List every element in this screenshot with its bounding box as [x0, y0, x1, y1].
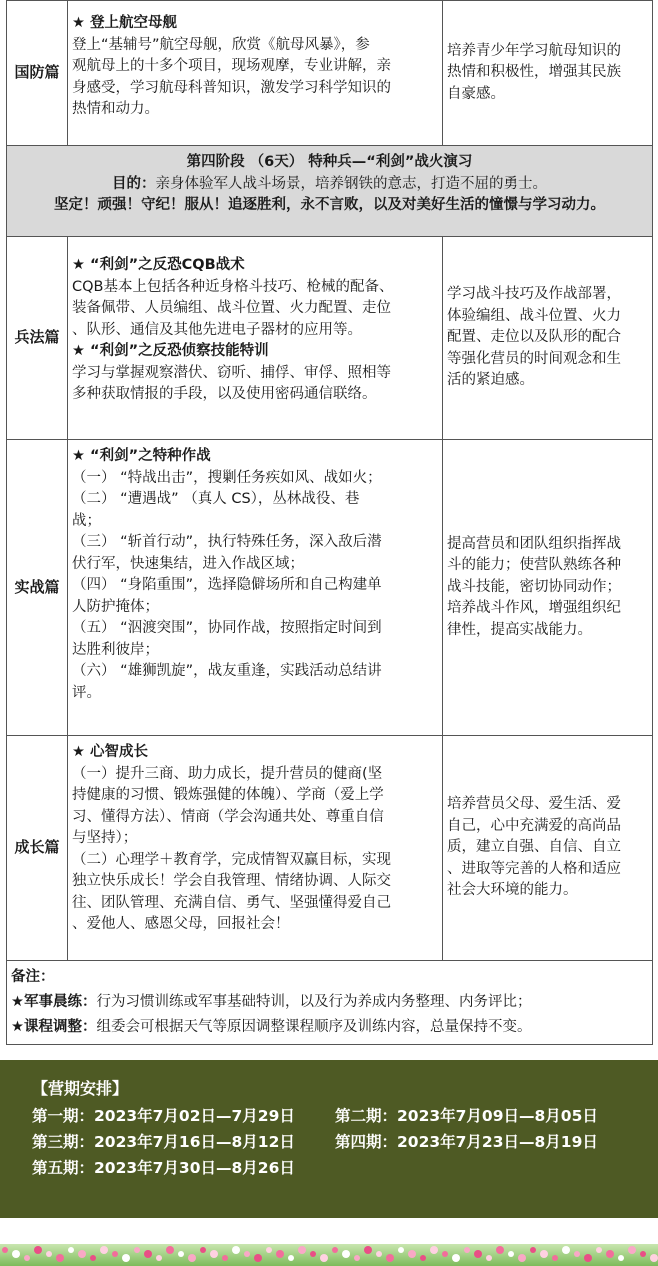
item-title: ★ 心智成长	[72, 744, 149, 760]
result-line: 培养营员父母、爱生活、爱	[447, 796, 621, 813]
result-cell	[443, 736, 653, 961]
item-line: 、队形、通信及其他先进电子器材的应用等。	[72, 321, 362, 338]
item-line: 身感受，学习航母科普知识，激发学习科学知识的	[72, 79, 391, 96]
table-row-national-defense	[7, 1, 653, 146]
flower-dot	[156, 1255, 162, 1261]
flower-dot	[332, 1247, 338, 1253]
item-line: 评。	[72, 684, 101, 701]
schedule-period: 第五期：2023年7月30日—8月26日	[32, 1159, 295, 1177]
flower-dot	[24, 1255, 30, 1261]
category-cell: 国防篇	[7, 1, 68, 146]
stage-motto: 坚定！顽强！守纪！服从！追逐胜利，永不言败，以及对美好生活的憧憬与学习动力。	[54, 197, 605, 213]
result-line: 培养青少年学习航母知识的	[447, 42, 621, 59]
curriculum-table	[6, 0, 653, 1045]
notes-row	[7, 961, 653, 1045]
result-line: 体验编组、战斗位置、火力	[447, 307, 621, 324]
item-line: 多种获取情报的手段，以及使用密码通信联络。	[72, 386, 377, 402]
content-cell	[68, 440, 443, 736]
flower-dot	[90, 1255, 96, 1261]
item-line: （六） “雄狮凯旋”，战友重逢，实践活动总结讲	[72, 663, 382, 679]
notes-label: 备注：	[11, 969, 55, 985]
flower-dot	[640, 1251, 646, 1257]
flower-dot	[12, 1250, 20, 1258]
result-cell	[443, 1, 653, 146]
item-title: ★ 登上航空母舰	[72, 15, 178, 31]
result-line: 自己，心中充满爱的高尚品	[447, 817, 621, 834]
stage-purpose	[7, 174, 652, 196]
stage-title: 第四阶段 （6天） 特种兵—“利剑”战火演习	[186, 154, 473, 170]
item-line: 观航母上的十多个项目，现场观摩，专业讲解，亲	[72, 58, 391, 74]
result-line: 质，建立自强、自信、自立	[447, 839, 621, 856]
item-line: （五） “泅渡突围”，协同作战，按照指定时间到	[72, 620, 382, 636]
flower-dot	[320, 1254, 328, 1262]
flower-dot	[574, 1251, 580, 1257]
content-cell	[68, 736, 443, 961]
stage-header-row	[7, 146, 653, 237]
flower-dot	[200, 1247, 206, 1253]
note-label: ★课程调整：	[11, 1019, 97, 1035]
flower-dot	[618, 1255, 624, 1261]
result-line: 战斗技能，密切协同动作；	[447, 578, 621, 595]
item-line: （一） “特战出击”，搜剿任务疾如风、战如火；	[72, 469, 382, 486]
flower-dot	[552, 1255, 558, 1261]
item-title: ★ “利剑”之反恐CQB战术	[72, 257, 245, 273]
schedule-panel	[0, 1060, 658, 1218]
flower-dot	[342, 1250, 350, 1258]
purpose-label: 目的：	[112, 175, 156, 192]
flower-dot	[56, 1254, 64, 1262]
flower-dot	[144, 1250, 152, 1258]
flower-dot	[508, 1251, 514, 1257]
item-line: 学习与掌握观察潜伏、窃听、捕俘、审俘、照相等	[72, 364, 391, 381]
flower-dot	[100, 1246, 108, 1254]
flower-dot	[650, 1254, 658, 1262]
flower-dot	[420, 1255, 426, 1261]
flower-dot	[112, 1251, 118, 1257]
flower-dot	[34, 1246, 42, 1254]
note-text: 组委会可根据天气等原因调整课程顺序及训练内容，总量保持不变。	[96, 1019, 532, 1035]
result-cell	[443, 440, 653, 736]
flower-dot	[266, 1247, 272, 1253]
table-row-growth	[7, 736, 653, 961]
item-line: （二） “遭遇战” （真人 CS），丛林战役、巷	[72, 491, 360, 507]
flower-dot	[398, 1247, 404, 1253]
schedule-period: 第三期：2023年7月16日—8月12日	[32, 1133, 295, 1151]
purpose-text: 亲身体验军人战斗场景，培养钢铁的意志，打造不屈的勇士。	[155, 175, 547, 192]
result-line: 、进取等完善的人格和适应	[447, 860, 621, 877]
item-line: 与坚持）；	[72, 830, 138, 846]
category-cell: 成长篇	[7, 736, 68, 961]
item-line: 伏行军，快速集结，进入作战区域；	[72, 555, 304, 572]
item-line: 习、懂得方法）、情商（学会沟通共处、尊重自信	[72, 808, 384, 825]
flower-dot	[2, 1247, 8, 1253]
flower-dot	[628, 1246, 636, 1254]
result-line: 培养战斗作风，增强组织纪	[447, 600, 621, 617]
item-line: CQB基本上包括各种近身格斗技巧、枪械的配备、	[72, 278, 394, 295]
flower-dot	[530, 1247, 536, 1253]
result-line: 配置、走位以及队形的配合	[447, 329, 621, 346]
item-line: （三） “斩首行动”，执行特殊任务，深入敌后潜	[72, 534, 382, 550]
flower-dot	[166, 1246, 174, 1254]
item-line: 往、团队管理、充满自信、勇气、坚强懂得爱自己	[72, 894, 391, 911]
flower-dot	[376, 1251, 382, 1257]
flower-dot	[354, 1255, 360, 1261]
flower-dot	[122, 1254, 130, 1262]
schedule-period: 第二期：2023年7月09日—8月05日	[335, 1107, 598, 1125]
flower-dot	[188, 1254, 196, 1262]
footer-decoration	[0, 1218, 658, 1266]
flower-dot	[496, 1246, 504, 1254]
result-line: 社会大环境的能力。	[447, 882, 578, 899]
result-line: 斗的能力；使营队熟练各种	[447, 557, 621, 574]
flower-dot	[68, 1247, 74, 1253]
flower-dot	[606, 1250, 614, 1258]
content-cell	[68, 1, 443, 146]
item-line: 战；	[72, 512, 101, 529]
flower-border-icon	[0, 1218, 658, 1266]
item-line: （一）提升三商、助力成长，提升营员的健商(坚	[72, 765, 383, 782]
flower-dot	[244, 1251, 250, 1257]
item-line: 持健康的习惯、锻炼强健的体魄）、学商（爱上学	[72, 787, 384, 803]
notes-cell	[7, 961, 653, 1045]
schedule-period: 第四期：2023年7月23日—8月19日	[335, 1133, 598, 1151]
note-label: ★军事晨练：	[11, 994, 97, 1010]
flower-dot	[442, 1251, 448, 1257]
item-line: 装备佩带、人员编组、战斗位置、火力配置、走位	[72, 300, 391, 316]
result-line: 提高营员和团队组织指挥战	[447, 535, 621, 552]
flower-dot	[474, 1250, 482, 1258]
flower-dot	[298, 1246, 306, 1254]
flower-dot	[464, 1247, 470, 1253]
category-cell: 实战篇	[7, 440, 68, 736]
flower-dot	[276, 1250, 284, 1258]
flower-dot	[596, 1247, 602, 1253]
note-text: 行为习惯训练或军事基础特训，以及行为养成内务整理、内务评比；	[96, 994, 532, 1010]
flower-dot	[78, 1250, 86, 1258]
item-line: 独立快乐成长！学会自我管理、情绪协调、人际交	[72, 873, 391, 889]
item-line: 登上“基辅号”航空母舰，欣赏《航母风暴》，参	[72, 36, 370, 53]
flower-dot	[364, 1246, 372, 1254]
note-item	[11, 1015, 648, 1040]
stage-header	[7, 146, 653, 237]
content-cell	[68, 237, 443, 440]
table-row-combat	[7, 440, 653, 736]
flower-dot	[134, 1247, 140, 1253]
item-title: ★ “利剑”之特种作战	[72, 448, 211, 464]
item-line: （四） “身陷重围”，选择隐僻场所和自己构建单	[72, 577, 382, 593]
flower-dot	[408, 1250, 416, 1258]
flower-dot	[430, 1246, 438, 1254]
item-line: 热情和动力。	[72, 101, 159, 117]
result-line: 律性，提高实战能力。	[447, 621, 592, 638]
flower-dot	[386, 1254, 394, 1262]
flower-dot	[210, 1250, 218, 1258]
flower-dot	[310, 1251, 316, 1257]
result-cell	[443, 237, 653, 440]
flower-dot	[222, 1255, 228, 1261]
item-line: 、爱他人、感恩父母，回报社会！	[72, 916, 290, 932]
item-line: 人防护掩体；	[72, 598, 159, 615]
flower-dot	[232, 1246, 240, 1254]
flower-dot	[562, 1246, 570, 1254]
flower-dot	[540, 1250, 548, 1258]
category-cell: 兵法篇	[7, 237, 68, 440]
flower-dot	[46, 1251, 52, 1257]
item-line: 达胜利彼岸；	[72, 641, 159, 658]
schedule-period: 第一期：2023年7月02日—7月29日	[32, 1107, 295, 1125]
flower-dot	[486, 1255, 492, 1261]
flower-dot	[584, 1254, 592, 1262]
flower-dot	[178, 1251, 184, 1257]
result-line: 学习战斗技巧及作战部署，	[447, 286, 621, 303]
table-row-tactics	[7, 237, 653, 440]
flower-dot	[518, 1254, 526, 1262]
result-line: 活的紧迫感。	[447, 372, 534, 389]
flower-dot	[288, 1255, 294, 1261]
item-title: ★ “利剑”之反恐侦察技能特训	[72, 343, 269, 359]
flower-dot	[452, 1254, 460, 1262]
schedule-heading: 【营期安排】	[32, 1079, 129, 1098]
result-line: 自豪感。	[447, 85, 505, 102]
item-line: （二）心理学＋教育学，完成情智双赢目标，实现	[72, 851, 391, 868]
result-line: 热情和积极性，增强其民族	[447, 64, 621, 81]
flower-dot	[254, 1254, 262, 1262]
result-line: 等强化营员的时间观念和生	[447, 350, 621, 367]
note-item	[11, 990, 648, 1015]
